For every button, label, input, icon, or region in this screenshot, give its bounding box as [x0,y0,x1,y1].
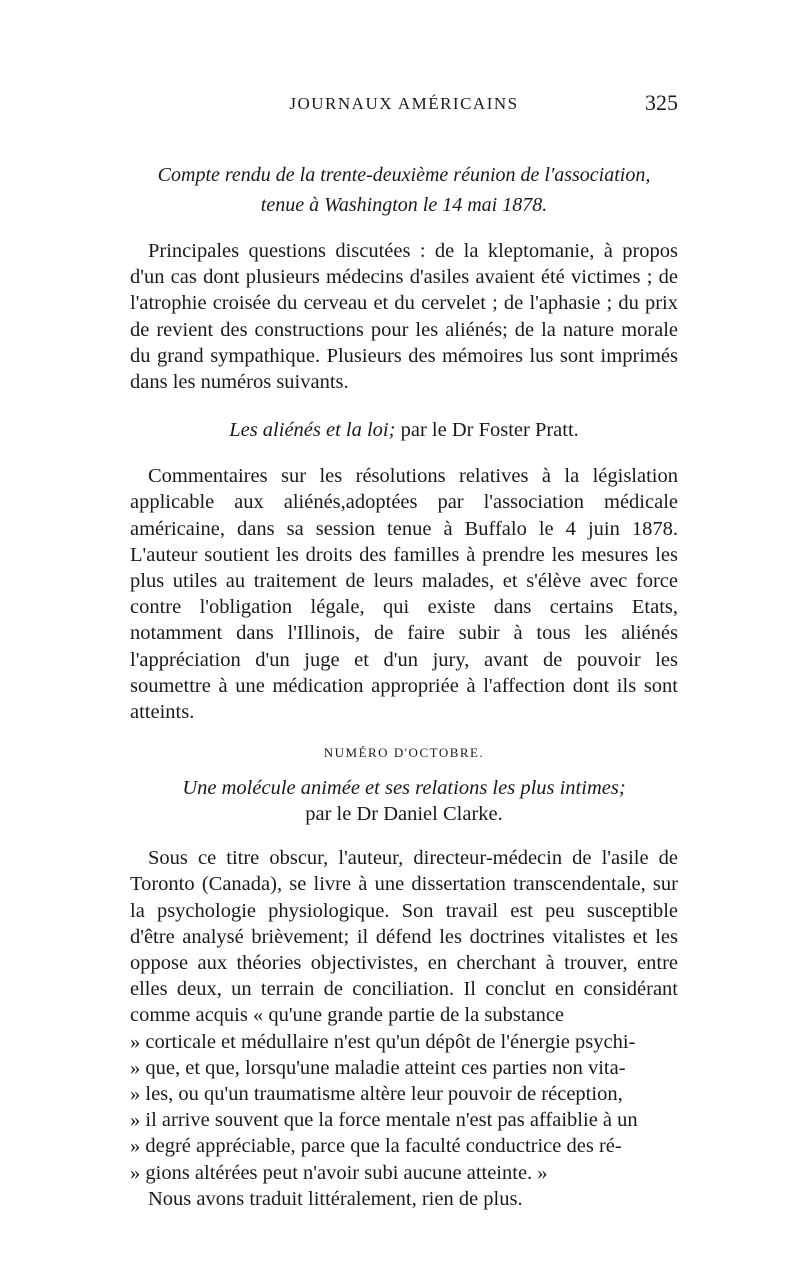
summary-paragraph-2: Commentaires sur les résolutions relatives à la législation applicable aux aliénés,adoptées par l'association médicale américaine, dans sa session tenue à Buffalo le 4 juin 1878. L'auteur soutient les droits des familles à prendre les mesures les plus utiles au traitement de leurs malades, et s'élève avec force contre l'obligation légale, qui existe dans certains Etats, notamment dans l'Illinois, de faire subir à tous les aliénés l'appréciation d'un juge et d'un jury, avant de pouvoir les soumettre à une médication appropriée à l'affection dont ils sont atteints. [130,465,678,724]
quote-line: » corticale et médullaire n'est qu'un dépôt de l'énergie psychi- [130,1030,636,1053]
issue-heading: NUMÉRO D'OCTOBRE. [323,745,485,761]
section-title-line-2: tenue à Washington le 14 mai 1878. [260,194,548,216]
quote-line: » il arrive souvent que la force mentale n'est pas affaiblie à un [130,1109,638,1132]
closing-line: Nous avons traduit littéralement, rien de plus. [148,1187,523,1210]
article-title-2: Une molécule animée et ses relations les plus intimes; [182,777,626,800]
summary-paragraph-1: Principales questions discutées : de la kleptomanie, à propos d'un cas dont plusieurs médecins d'asiles avaient été victimes ; de l'atrophie croisée du cerveau et du cervelet ; de l'aphasie ; du prix de revient des constructions pour les aliénés; de la nature morale du grand sympathique. Plusieurs des mémoires lus sont imprimés dans les numéros suivants. [130,240,678,394]
page-body [130,160,678,1212]
summary-paragraph-3 [130,845,678,1186]
running-head [130,90,678,120]
quote-line: » gions altérées peut n'avoir subi aucune atteinte. » [130,1161,548,1184]
page-number: 325 [645,90,678,115]
article-author-2: par le Dr Daniel Clarke. [305,803,503,826]
quote-line: » degré appréciable, parce que la faculté conductrice des ré- [130,1135,622,1158]
article-author-1: par le Dr Foster Pratt. [395,419,579,442]
quote-line: » que, et que, lorsqu'une maladie atteint ces parties non vita- [130,1056,626,1079]
summary-paragraph-3-intro: Sous ce titre obscur, l'auteur, directeur-médecin de l'asile de Toronto (Canada), se livre à une dissertation transcendentale, sur la psychologie physiologique. Son travail est peu susceptible d'être analysé brièvement; il défend les doctrines vitalistes et les oppose aux théories objectivistes, en cherchant à trouver, entre elles deux, un terrain de conciliation. Il conclut en considérant comme acquis « qu'une grande partie de la substance [130,847,678,1027]
quote-line: » les, ou qu'un traumatisme altère leur pouvoir de réception, [130,1083,623,1106]
running-title: JOURNAUX AMÉRICAINS [289,94,519,113]
article-title-1: Les aliénés et la loi; [229,419,396,442]
article-entry-1 [130,417,678,443]
section-title-line-1: Compte rendu de la trente-deuxième réunion de l'association, [157,164,651,186]
